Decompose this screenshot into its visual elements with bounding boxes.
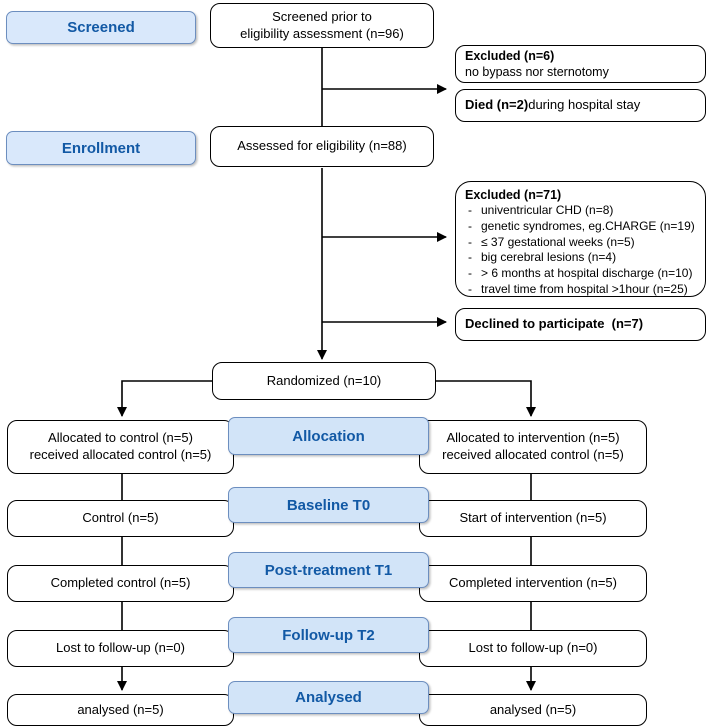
assessed-text: Assessed for eligibility (n=88) — [237, 138, 407, 154]
control-post-treatment-box — [7, 565, 234, 602]
intervention-follow-up-box — [419, 630, 647, 667]
intervention-allocation-line2: received allocated control (n=5) — [442, 447, 624, 462]
control-allocation-box — [7, 420, 234, 474]
intervention-analysed-text: analysed (n=5) — [489, 701, 577, 717]
screened-prior-box — [210, 3, 434, 48]
stage-label-screened-text: Screened — [67, 19, 135, 36]
connector-randomized-to-control — [122, 381, 213, 416]
stage-label-post-treatment-text: Post-treatment T1 — [264, 561, 393, 579]
died-box — [455, 89, 706, 122]
excluded-n6-box — [455, 45, 706, 83]
excluded-n71-item: - big cerebral lesions (n=4) — [465, 250, 616, 266]
control-follow-up-box — [7, 630, 234, 667]
stage-label-follow-up-text: Follow-up T2 — [282, 626, 375, 644]
excluded-n71-item: - univentricular CHD (n=8) — [465, 203, 613, 219]
excluded-n71-item: - genetic syndromes, eg.CHARGE (n=19) — [465, 219, 695, 235]
excluded-n71-item: - travel time from hospital >1hour (n=25) — [465, 282, 688, 298]
intervention-allocation-line1: Allocated to intervention (n=5) — [446, 430, 620, 446]
stage-label-baseline — [228, 487, 429, 523]
screened-prior-line2: eligibility assessment (n=96) — [240, 25, 404, 41]
intervention-allocation-box — [419, 420, 647, 474]
intervention-post-treatment-text: Completed intervention (n=5) — [448, 575, 617, 591]
stage-label-allocation — [228, 417, 429, 455]
intervention-baseline-box — [419, 500, 647, 537]
control-post-treatment-text: Completed control (n=5) — [50, 575, 191, 591]
randomized-text: Randomized (n=10) — [266, 372, 382, 388]
died-rest: during hospital stay — [528, 97, 641, 113]
stage-label-allocation-text: Allocation — [292, 427, 365, 445]
stage-label-post-treatment — [228, 552, 429, 588]
excluded-n71-item: - > 6 months at hospital discharge (n=10) — [465, 266, 692, 282]
died-bold: Died (n=2) — [465, 97, 529, 113]
stage-label-enrollment-text: Enrollment — [61, 139, 141, 157]
stage-label-follow-up — [228, 617, 429, 653]
control-allocation-line2: received allocated control (n=5) — [29, 447, 212, 462]
stage-label-screened — [6, 11, 196, 44]
randomized-box — [212, 362, 436, 400]
excluded-n71-item: - ≤ 37 gestational weeks (n=5) — [465, 235, 635, 251]
control-analysed-box — [7, 694, 234, 726]
excluded-n6-title: Excluded (n=6) — [465, 49, 555, 63]
stage-label-analysed — [228, 681, 429, 714]
stage-label-enrollment — [6, 131, 196, 165]
excluded-n71-title: Excluded (n=71) — [465, 188, 562, 202]
intervention-follow-up-text: Lost to follow-up (n=0) — [468, 640, 598, 656]
control-baseline-box — [7, 500, 234, 537]
assessed-box — [210, 126, 434, 167]
stage-label-baseline-text: Baseline T0 — [286, 496, 371, 514]
stage-label-analysed-text: Analysed — [295, 689, 362, 706]
connector-randomized-to-intervention — [435, 381, 531, 416]
screened-prior-line1: Screened prior to — [272, 8, 372, 24]
excluded-n71-box — [455, 181, 706, 297]
control-analysed-text: analysed (n=5) — [77, 701, 164, 717]
control-follow-up-text: Lost to follow-up (n=0) — [56, 640, 185, 656]
control-baseline-text: Control (n=5) — [82, 510, 159, 526]
declined-text: Declined to participate (n=7) — [465, 316, 644, 332]
intervention-analysed-box — [419, 694, 647, 726]
excluded-n6-body: no bypass nor sternotomy — [465, 65, 609, 79]
control-allocation-line1: Allocated to control (n=5) — [48, 430, 193, 446]
intervention-post-treatment-box — [419, 565, 647, 602]
declined-box — [455, 308, 706, 341]
intervention-baseline-text: Start of intervention (n=5) — [459, 510, 607, 526]
